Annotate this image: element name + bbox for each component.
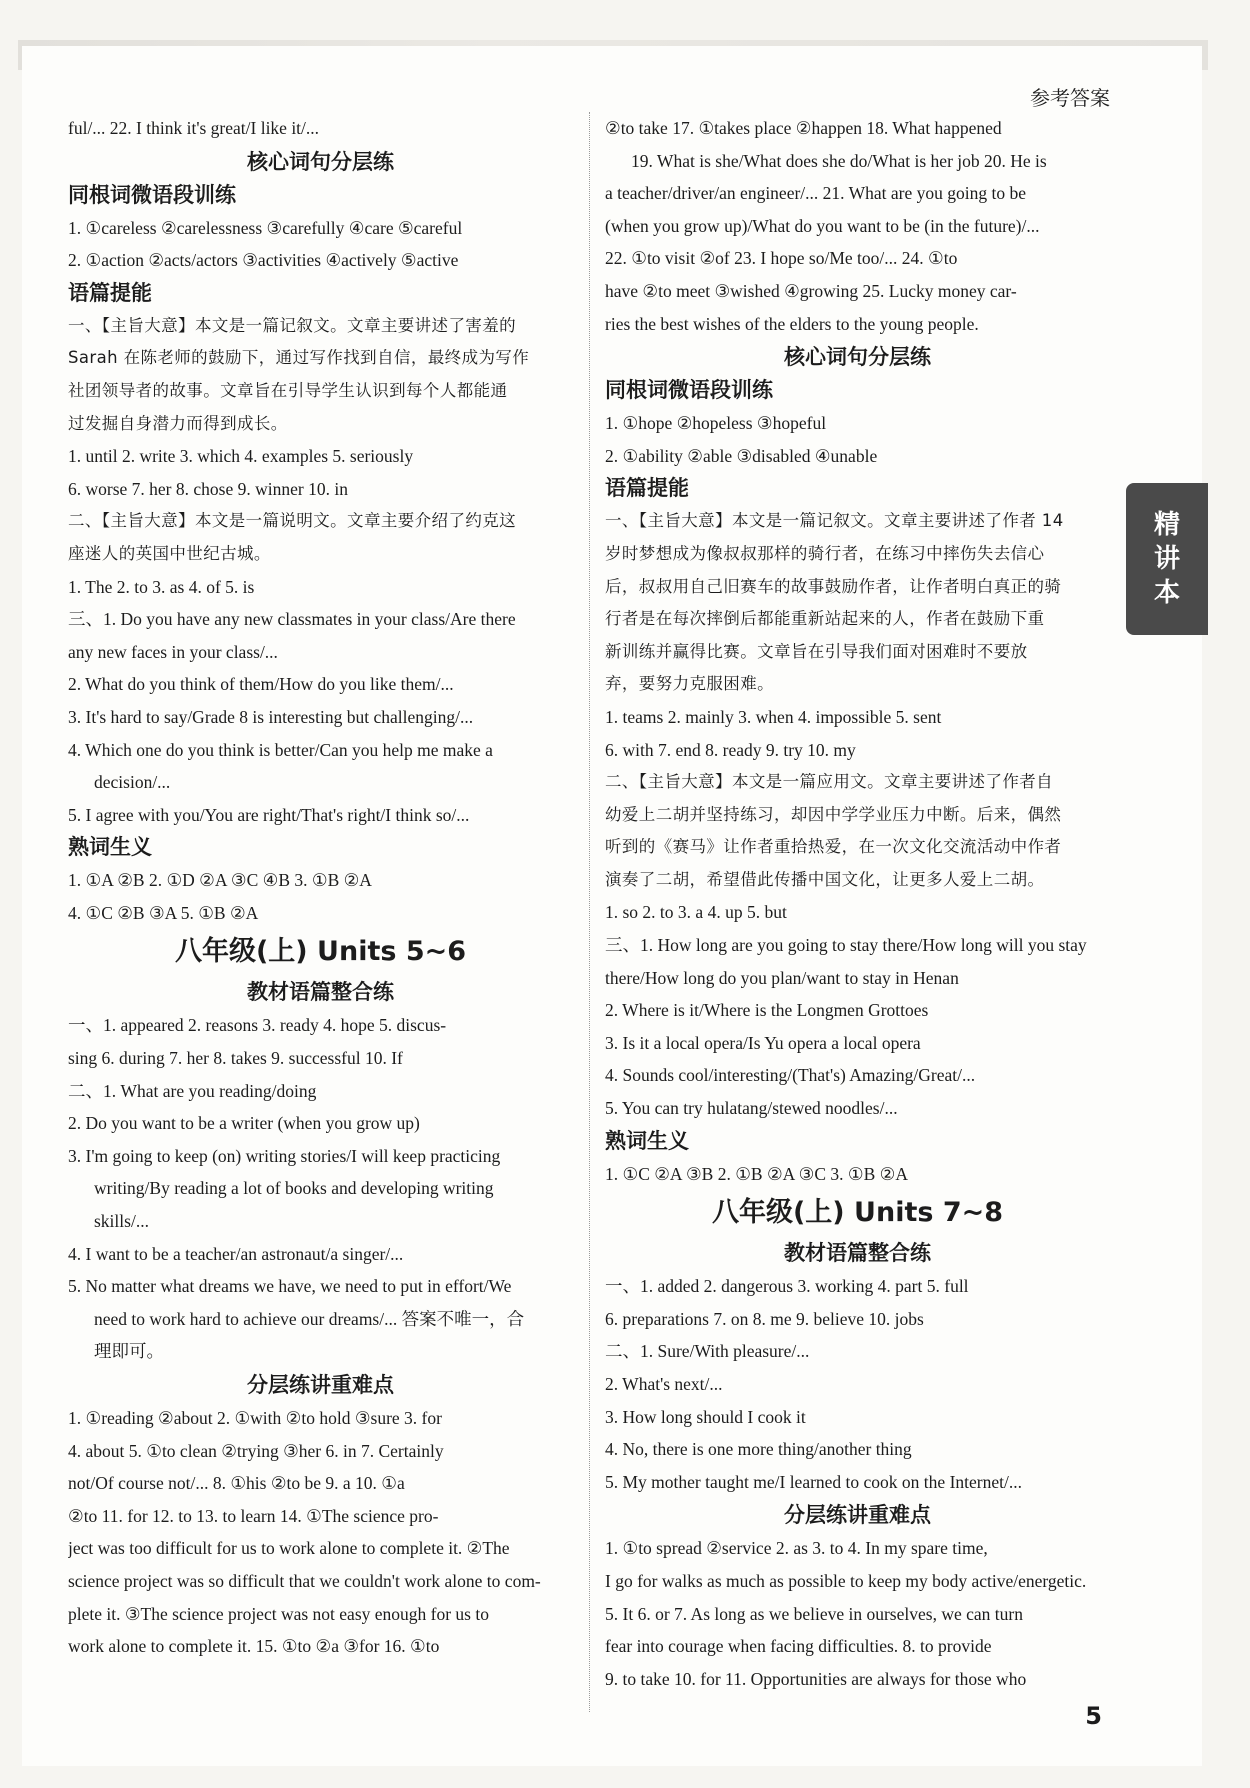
answer-line: 1. ①to spread ②service 2. as 3. to 4. In my spare time, bbox=[605, 1538, 988, 1559]
answer-line: I go for walks as much as possible to keep my body active/energetic. bbox=[605, 1570, 1087, 1591]
summary-line: 过发掘自身潜力而得到成长。 bbox=[68, 413, 288, 433]
summary-line: 座迷人的英国中世纪古城。 bbox=[68, 543, 271, 563]
answer-line: 1. ①careless ②carelessness ③carefully ④care ⑤careful bbox=[68, 217, 463, 238]
summary-line: 岁时梦想成为像叔叔那样的骑行者，在练习中摔伤失去信心 bbox=[605, 543, 1045, 563]
answer-line: any new faces in your class/... bbox=[68, 641, 278, 662]
answer-line: decision/... bbox=[94, 772, 171, 793]
answer-line: skills/... bbox=[94, 1211, 149, 1232]
answer-line: 4. No, there is one more thing/another thing bbox=[605, 1439, 912, 1460]
side-tab-char: 本 bbox=[1153, 578, 1180, 608]
answer-line: (when you grow up)/What do you want to be (in the future)/... bbox=[605, 215, 1040, 236]
answer-line: science project was so difficult that we couldn't work alone to com- bbox=[68, 1570, 541, 1591]
summary-line: 弃，要努力克服困难。 bbox=[605, 674, 774, 694]
summary-line: 新训练并赢得比赛。文章旨在引导我们面对困难时不要放 bbox=[605, 641, 1028, 661]
subsection-heading: 熟词生义 bbox=[68, 835, 152, 860]
answer-line: 6. worse 7. her 8. chose 9. winner 10. in bbox=[68, 478, 348, 499]
column-divider bbox=[589, 112, 590, 1712]
answer-line: 1. ①A ②B 2. ①D ②A ③C ④B 3. ①B ②A bbox=[68, 870, 372, 891]
answer-line: 3. It's hard to say/Grade 8 is interesting but challenging/... bbox=[68, 706, 474, 727]
answer-line: 1. so 2. to 3. a 4. up 5. but bbox=[605, 902, 787, 923]
summary-line: Sarah 在陈老师的鼓励下，通过写作找到自信，最终成为写作 bbox=[68, 348, 530, 368]
page-number: 5 bbox=[1085, 1702, 1102, 1730]
answer-line: fear into courage when facing difficulties. 8. to provide bbox=[605, 1636, 992, 1657]
subsection-heading: 语篇提能 bbox=[68, 280, 152, 305]
answer-line: 2. Where is it/Where is the Longmen Grottoes bbox=[605, 1000, 929, 1021]
subsection-heading: 语篇提能 bbox=[605, 476, 689, 501]
side-tab-char: 讲 bbox=[1153, 544, 1180, 574]
answer-line: 三、1. Do you have any new classmates in your class/Are there bbox=[68, 609, 516, 630]
summary-line: 一、【主旨大意】本文是一篇记叙文。文章主要讲述了作者 14 bbox=[605, 511, 1064, 531]
answer-line: 5. My mother taught me/I learned to cook on the Internet/... bbox=[605, 1471, 1022, 1492]
left-column bbox=[68, 112, 573, 1663]
answer-line: 5. No matter what dreams we have, we need to put in effort/We bbox=[68, 1276, 512, 1297]
answer-line: 一、1. appeared 2. reasons 3. ready 4. hope 5. discus- bbox=[68, 1015, 447, 1036]
answer-line: 1. ①reading ②about 2. ①with ②to hold ③sure 3. for bbox=[68, 1408, 442, 1428]
answer-line: 1. ①hope ②hopeless ③hopeful bbox=[605, 413, 827, 434]
answer-line: 9. to take 10. for 11. Opportunities are always for those who bbox=[605, 1668, 1027, 1689]
summary-line: 二、【主旨大意】本文是一篇说明文。文章主要介绍了约克这 bbox=[68, 511, 517, 531]
grade-unit-title: 八年级(上) Units 7~8 bbox=[711, 1197, 1004, 1229]
section-heading: 教材语篇整合练 bbox=[247, 980, 394, 1005]
summary-line: 后，叔叔用自己旧赛车的故事鼓励作者，让作者明白真正的骑 bbox=[605, 576, 1062, 596]
answer-line: 一、1. added 2. dangerous 3. working 4. part 5. full bbox=[605, 1276, 969, 1297]
answer-line: 2. Do you want to be a writer (when you grow up) bbox=[68, 1113, 420, 1134]
answer-line: 2. ①ability ②able ③disabled ④unable bbox=[605, 445, 878, 466]
grade-unit-title: 八年级(上) Units 5~6 bbox=[174, 936, 467, 968]
side-tab-char: 精 bbox=[1153, 510, 1180, 540]
subsection-heading: 同根词微语段训练 bbox=[68, 182, 236, 207]
summary-line: 行者是在每次摔倒后都能重新站起来的人，作者在鼓励下重 bbox=[605, 609, 1045, 629]
summary-line: 社团领导者的故事。文章旨在引导学生认识到每个人都能通 bbox=[68, 380, 508, 400]
section-heading: 核心词句分层练 bbox=[247, 149, 394, 174]
answer-line: 1. until 2. write 3. which 4. examples 5. seriously bbox=[68, 446, 414, 467]
answer-line: 4. ①C ②B ③A 5. ①B ②A bbox=[68, 902, 259, 923]
subsection-heading: 同根词微语段训练 bbox=[605, 378, 773, 403]
answer-line: 二、1. Sure/With pleasure/... bbox=[605, 1341, 810, 1362]
answer-line: work alone to complete it. 15. ①to ②a ③for 16. ①to bbox=[68, 1636, 440, 1657]
answer-line: 1. ①C ②A ③B 2. ①B ②A ③C 3. ①B ②A bbox=[605, 1163, 908, 1184]
answer-line: 1. teams 2. mainly 3. when 4. impossible 5. sent bbox=[605, 706, 942, 727]
answer-line: ②to 11. for 12. to 13. to learn 14. ①The science pro- bbox=[68, 1505, 439, 1526]
answer-line: ful/... 22. I think it's great/I like it/... bbox=[68, 118, 320, 138]
answer-line: 二、1. What are you reading/doing bbox=[68, 1080, 317, 1101]
answer-line: there/How long do you plan/want to stay in Henan bbox=[605, 967, 959, 988]
answer-line: ②to take 17. ①takes place ②happen 18. What happened bbox=[605, 118, 1002, 138]
answer-line: 3. Is it a local opera/Is Yu opera a local opera bbox=[605, 1032, 921, 1053]
answer-line: 4. Which one do you think is better/Can you help me make a bbox=[68, 739, 493, 760]
answer-line: 6. preparations 7. on 8. me 9. believe 10. jobs bbox=[605, 1308, 924, 1329]
answer-line: 1. The 2. to 3. as 4. of 5. is bbox=[68, 576, 255, 597]
section-heading: 分层练讲重难点 bbox=[247, 1373, 394, 1397]
header-title: 参考答案 bbox=[1030, 86, 1110, 110]
right-column bbox=[605, 112, 1110, 1695]
summary-line: 二、【主旨大意】本文是一篇应用文。文章主要讲述了作者自 bbox=[605, 772, 1054, 792]
answer-line: 2. What do you think of them/How do you like them/... bbox=[68, 674, 454, 695]
answer-line: 三、1. How long are you going to stay there/How long will you stay bbox=[605, 935, 1087, 956]
answer-line: 2. What's next/... bbox=[605, 1374, 723, 1394]
summary-line: 幼爱上二胡并坚持练习，却因中学学业压力中断。后来，偶然 bbox=[605, 804, 1062, 824]
answer-line: 22. ①to visit ②of 23. I hope so/Me too/... 24. ①to bbox=[605, 248, 958, 269]
answer-line: 理即可。 bbox=[94, 1341, 164, 1362]
subsection-heading: 熟词生义 bbox=[605, 1128, 689, 1153]
side-tab bbox=[1126, 483, 1208, 635]
answer-line: 5. I agree with you/You are right/That's right/I think so/... bbox=[68, 804, 470, 825]
summary-line: 一、【主旨大意】本文是一篇记叙文。文章主要讲述了害羞的 bbox=[68, 315, 517, 335]
answer-line: ject was too difficult for us to work alone to complete it. ②The bbox=[68, 1538, 510, 1559]
summary-line: 听到的《赛马》让作者重拾热爱，在一次文化交流活动中作者 bbox=[605, 837, 1062, 857]
answer-line: not/Of course not/... 8. ①his ②to be 9. a 10. ①a bbox=[68, 1473, 405, 1494]
section-heading: 教材语篇整合练 bbox=[784, 1241, 931, 1266]
answer-line: need to work hard to achieve our dreams/... 答案不唯一，合 bbox=[94, 1308, 525, 1329]
answer-line: have ②to meet ③wished ④growing 25. Lucky money car- bbox=[605, 280, 1017, 301]
answer-line: plete it. ③The science project was not easy enough for us to bbox=[68, 1603, 489, 1624]
answer-line: 4. Sounds cool/interesting/(That's) Amazing/Great/... bbox=[605, 1065, 976, 1086]
answer-line: 4. I want to be a teacher/an astronaut/a singer/... bbox=[68, 1243, 404, 1264]
answer-line: ries the best wishes of the elders to the young people. bbox=[605, 313, 979, 334]
section-heading: 分层练讲重难点 bbox=[784, 1503, 931, 1528]
answer-line: 3. How long should I cook it bbox=[605, 1406, 806, 1427]
answer-line: 3. I'm going to keep (on) writing stories/I will keep practicing bbox=[68, 1145, 501, 1166]
answer-line: 5. You can try hulatang/stewed noodles/... bbox=[605, 1098, 898, 1119]
answer-line: 19. What is she/What does she do/What is her job 20. He is bbox=[631, 150, 1047, 171]
answer-line: writing/By reading a lot of books and developing writing bbox=[94, 1178, 494, 1199]
summary-line: 演奏了二胡，希望借此传播中国文化，让更多人爱上二胡。 bbox=[605, 869, 1045, 889]
answer-line: 6. with 7. end 8. ready 9. try 10. my bbox=[605, 739, 856, 760]
answer-line: a teacher/driver/an engineer/... 21. What are you going to be bbox=[605, 183, 1026, 204]
answer-line: 5. It 6. or 7. As long as we believe in ourselves, we can turn bbox=[605, 1603, 1023, 1624]
answer-line: 2. ①action ②acts/actors ③activities ④actively ⑤active bbox=[68, 250, 459, 271]
answer-line: sing 6. during 7. her 8. takes 9. successful 10. If bbox=[68, 1048, 403, 1069]
answer-line: 4. about 5. ①to clean ②trying ③her 6. in 7. Certainly bbox=[68, 1440, 444, 1461]
section-heading: 核心词句分层练 bbox=[784, 345, 931, 370]
